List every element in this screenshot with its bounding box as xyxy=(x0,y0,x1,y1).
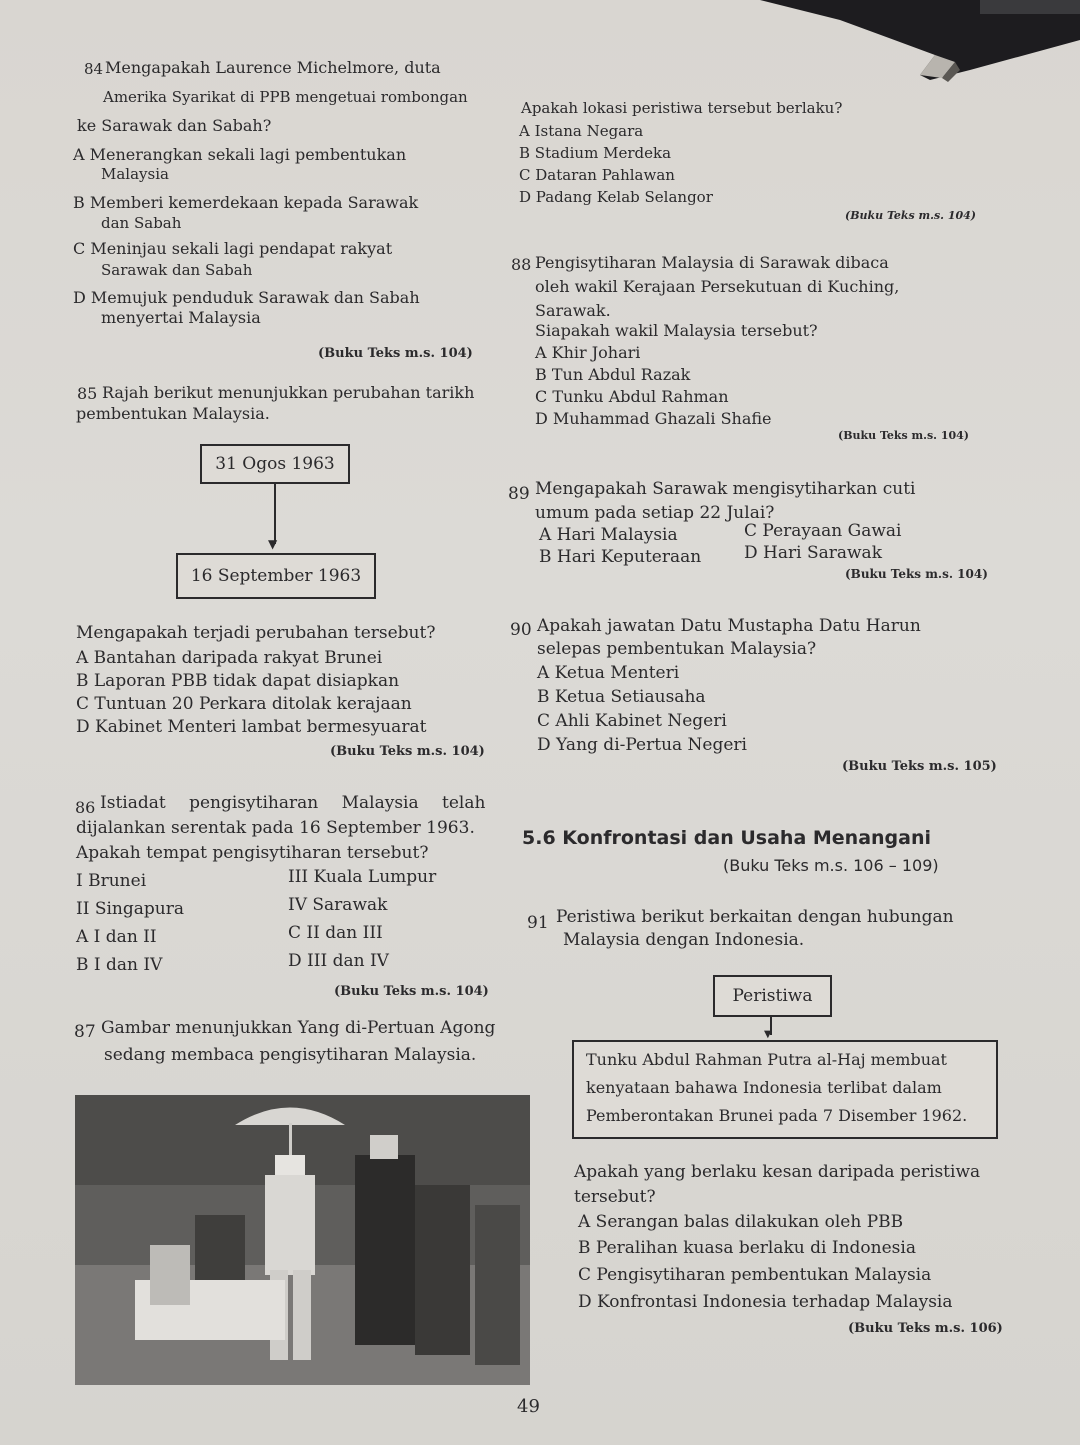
q90-number: 90 xyxy=(510,620,532,640)
q90-source: (Buku Teks m.s. 105) xyxy=(842,759,997,774)
q84-option-a-line2: Malaysia xyxy=(101,165,169,183)
q90-option-d: D Yang di-Pertua Negeri xyxy=(537,735,747,755)
q89-option-c: C Perayaan Gawai xyxy=(744,521,902,541)
q85-date-before: 31 Ogos 1963 xyxy=(215,454,335,474)
q90-stem-line2: selepas pembentukan Malaysia? xyxy=(537,639,817,659)
q86-number: 86 xyxy=(75,798,96,817)
q84-option-d-line1: D Memujuk penduduk Sarawak dan Sabah xyxy=(73,288,420,307)
q86-item-i: I Brunei xyxy=(76,871,147,891)
q85-number: 85 xyxy=(77,384,98,403)
q91-event-title-box xyxy=(713,975,832,1017)
q91-stem-line2: Malaysia dengan Indonesia. xyxy=(563,930,805,950)
q89-stem-line2: umum pada setiap 22 Julai? xyxy=(535,503,775,523)
q91-option-d: D Konfrontasi Indonesia terhadap Malaysia xyxy=(578,1292,953,1312)
q91-event-line1: Tunku Abdul Rahman Putra al-Haj membuat xyxy=(586,1050,947,1069)
q90-option-c: C Ahli Kabinet Negeri xyxy=(537,711,727,731)
q84-stem-line2: Amerika Syarikat di PPB mengetuai rombongan xyxy=(103,88,468,106)
page-number: 49 xyxy=(517,1396,540,1417)
q87-stem-line1: Gambar menunjukkan Yang di-Pertuan Agong xyxy=(101,1018,496,1038)
q86-stem-line1: Istiadat pengisytiharan Malaysia telah xyxy=(100,793,486,813)
q91-option-a: A Serangan balas dilakukan oleh PBB xyxy=(578,1212,904,1232)
q86-item-ii: II Singapura xyxy=(76,899,184,919)
q91-stem-line1: Peristiwa berikut berkaitan dengan hubungan xyxy=(556,907,954,927)
q91-number: 91 xyxy=(527,913,549,933)
q85-stem-line2: pembentukan Malaysia. xyxy=(76,404,270,423)
q85-date-after: 16 September 1963 xyxy=(190,566,362,586)
q84-option-c-line2: Sarawak dan Sabah xyxy=(101,261,253,279)
q89-option-a: A Hari Malaysia xyxy=(539,525,678,545)
q91-question-line2: tersebut? xyxy=(574,1187,656,1207)
q86-option-a: A I dan II xyxy=(76,927,157,947)
q87-option-c: C Dataran Pahlawan xyxy=(519,166,675,184)
q85-stem-line1: Rajah berikut menunjukkan perubahan tarikh xyxy=(102,383,475,402)
q84-option-c-line1: C Meninjau sekali lagi pendapat rakyat xyxy=(73,239,393,258)
q91-source: (Buku Teks m.s. 106) xyxy=(848,1321,1003,1336)
q87-number: 87 xyxy=(74,1022,96,1042)
q88-question: Siapakah wakil Malaysia tersebut? xyxy=(535,321,818,340)
q86-item-iii: III Kuala Lumpur xyxy=(288,867,437,887)
q86-stem-line3: Apakah tempat pengisytiharan tersebut? xyxy=(76,843,429,863)
q87-stem-line2: sedang membaca pengisytiharan Malaysia. xyxy=(104,1045,477,1065)
q85-arrow-head-icon: ▼ xyxy=(268,537,278,551)
q89-option-b: B Hari Keputeraan xyxy=(539,547,702,567)
q85-arrow-line xyxy=(274,482,276,544)
q85-option-b: B Laporan PBB tidak dapat disiapkan xyxy=(76,671,400,691)
q91-arrow-head-icon: ▼ xyxy=(764,1029,772,1040)
q87-option-b: B Stadium Merdeka xyxy=(519,144,672,162)
q89-number: 89 xyxy=(508,484,530,504)
q91-event-box xyxy=(572,1040,998,1139)
pen-image xyxy=(720,0,1080,90)
q87-question: Apakah lokasi peristiwa tersebut berlaku? xyxy=(521,99,843,117)
q88-option-b: B Tun Abdul Razak xyxy=(535,365,691,384)
q90-option-b: B Ketua Setiausaha xyxy=(537,687,706,707)
q86-option-c: C II dan III xyxy=(288,923,383,943)
q88-stem-line2: oleh wakil Kerajaan Persekutuan di Kuching, xyxy=(535,277,900,296)
q91-event-line3: Pemberontakan Brunei pada 7 Disember 1962. xyxy=(586,1106,968,1125)
section-title: 5.6 Konfrontasi dan Usaha Menangani xyxy=(522,827,932,849)
q89-stem-line1: Mengapakah Sarawak mengisytiharkan cuti xyxy=(535,479,916,499)
q85-option-c: C Tuntuan 20 Perkara ditolak kerajaan xyxy=(76,694,412,714)
q84-number: 84 xyxy=(84,60,104,78)
q84-source: (Buku Teks m.s. 104) xyxy=(318,346,473,361)
q86-option-d: D III dan IV xyxy=(288,951,389,971)
q85-source: (Buku Teks m.s. 104) xyxy=(330,744,485,759)
q85-question: Mengapakah terjadi perubahan tersebut? xyxy=(76,623,436,643)
q90-option-a: A Ketua Menteri xyxy=(537,663,680,683)
q89-option-d: D Hari Sarawak xyxy=(744,543,882,563)
q91-event-title: Peristiwa xyxy=(732,986,813,1006)
q85-date-box-after xyxy=(176,553,376,599)
q88-option-d: D Muhammad Ghazali Shafie xyxy=(535,409,772,428)
q86-stem-line2: dijalankan serentak pada 16 September 1963. xyxy=(76,818,475,838)
q87-source: (Buku Teks m.s. 104) xyxy=(845,209,977,222)
q84-option-d-line2: menyertai Malaysia xyxy=(101,308,261,327)
q88-option-a: A Khir Johari xyxy=(535,343,641,362)
q88-option-c: C Tunku Abdul Rahman xyxy=(535,387,729,406)
q91-option-b: B Peralihan kuasa berlaku di Indonesia xyxy=(578,1238,916,1258)
q91-option-c: C Pengisytiharan pembentukan Malaysia xyxy=(578,1265,932,1285)
q90-stem-line1: Apakah jawatan Datu Mustapha Datu Harun xyxy=(537,616,921,636)
q84-option-b-line2: dan Sabah xyxy=(101,214,182,232)
section-source: (Buku Teks m.s. 106 – 109) xyxy=(723,856,939,875)
q84-option-b-line1: B Memberi kemerdekaan kepada Sarawak xyxy=(73,193,419,212)
q85-option-d: D Kabinet Menteri lambat bermesyuarat xyxy=(76,717,427,737)
q86-item-iv: IV Sarawak xyxy=(288,895,388,915)
q84-stem-line1: Mengapakah Laurence Michelmore, duta xyxy=(105,58,441,77)
q87-option-d: D Padang Kelab Selangor xyxy=(519,188,713,206)
q86-source: (Buku Teks m.s. 104) xyxy=(334,984,489,999)
q85-date-box-before xyxy=(200,444,350,484)
q88-stem-line1: Pengisytiharan Malaysia di Sarawak dibaca xyxy=(535,253,889,272)
q84-stem-line3: ke Sarawak dan Sabah? xyxy=(77,116,272,135)
q88-stem-line3: Sarawak. xyxy=(535,301,611,320)
q89-source: (Buku Teks m.s. 104) xyxy=(845,567,988,581)
q87-option-a: A Istana Negara xyxy=(519,122,644,140)
q86-option-b: B I dan IV xyxy=(76,955,163,975)
q85-option-a: A Bantahan daripada rakyat Brunei xyxy=(76,648,383,668)
q91-question-line1: Apakah yang berlaku kesan daripada peristiwa xyxy=(574,1162,981,1182)
q91-event-line2: kenyataan bahawa Indonesia terlibat dalam xyxy=(586,1078,942,1097)
q87-ceremony-photo xyxy=(75,1095,530,1385)
q88-number: 88 xyxy=(511,255,532,274)
q84-option-a-line1: A Menerangkan sekali lagi pembentukan xyxy=(73,145,407,164)
q88-source: (Buku Teks m.s. 104) xyxy=(838,429,970,442)
